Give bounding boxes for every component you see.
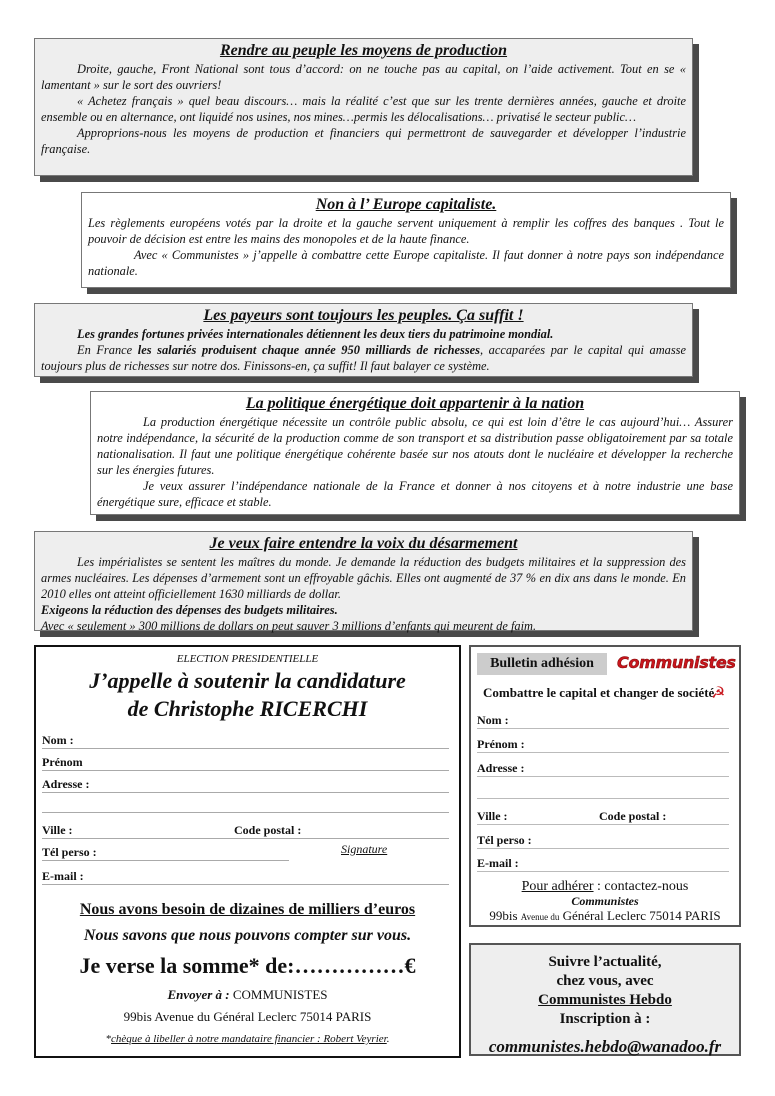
ville-label: Ville : xyxy=(42,823,73,837)
addr-part: Général Leclerc 75014 PARIS xyxy=(559,908,721,923)
prenom-field[interactable] xyxy=(42,755,449,771)
prenom-label: Prénom xyxy=(42,755,83,769)
form-title-line1: J’appelle à soutenir la candidature xyxy=(89,668,406,693)
code-postal-label: Code postal : xyxy=(234,823,302,837)
communistes-logo: Communistes xyxy=(617,653,736,672)
membership-ville-field[interactable] xyxy=(477,809,729,825)
section-title: La politique énergétique doit appartenir à la nation xyxy=(245,395,585,412)
paragraph: Avec « seulement » 300 millions de dollars on peut sauver 3 millions d’enfants qui meurent de faim. xyxy=(41,619,537,633)
hammer-sickle-icon: ☭ xyxy=(711,685,726,702)
newsletter-box xyxy=(469,943,741,1056)
paragraph: Les impérialistes se sentent les maîtres du monde. Je demande la réduction des budgets militaires et la suppression des armes nucléaires. Les dépenses d’armement sont un effroyable gâchis. Elles ont augmenté de 37 % en dix ans dans le monde. En 2010 elles ont atteint officiellement 1630 milliards de dollar. xyxy=(41,555,686,601)
code-postal-label: Code postal : xyxy=(599,809,667,823)
nom-label: Nom : xyxy=(42,733,74,747)
text-bold: les salariés produisent chaque année 950 milliards de richesses xyxy=(137,343,480,357)
newsletter-line: chez vous, avec xyxy=(556,973,654,989)
section-desarmement xyxy=(34,531,693,631)
tel-label: Tél perso : xyxy=(42,845,97,859)
paragraph: Les règlements européens votés par la droite et la gauche servent uniquement à remplir les coffres des banques . Tout le pouvoir de décision est entre les mains des monopoles et de la haute finance. xyxy=(88,216,724,246)
addr-part-small: Avenue du xyxy=(520,912,560,922)
prenom-label: Prénom : xyxy=(477,737,525,751)
paragraph: Exigeons la réduction des dépenses des budgets militaires. xyxy=(41,603,338,617)
email-field[interactable] xyxy=(42,869,449,885)
donation-amount-line[interactable]: Je verse la somme* de:……………€ xyxy=(79,953,416,978)
adresse-field[interactable] xyxy=(42,777,449,793)
newsletter-email-link[interactable]: communistes.hebdo@wanadoo.fr xyxy=(488,1037,722,1056)
section-title: Non à l’ Europe capitaliste. xyxy=(315,196,497,213)
adresse-field-2[interactable] xyxy=(42,797,449,813)
text: , accaparées par le capital qui amasse toujours plus de richesses sur notre dos. Finissons-en, ça suffit! Il faut balayer ce système. xyxy=(41,343,686,373)
membership-adresse-field-2[interactable] xyxy=(477,783,729,799)
email-label: E-mail : xyxy=(477,856,519,870)
ville-field[interactable] xyxy=(42,823,449,839)
section-title: Je veux faire entendre la voix du désarmement xyxy=(209,535,518,552)
paragraph: Je veux assurer l’indépendance nationale de la France et donner à nos citoyens et à notre industrie une base énergétique sure, efficace et stable. xyxy=(97,479,733,509)
email-label: E-mail : xyxy=(42,869,84,883)
send-to-label: Envoyer à : xyxy=(167,987,230,1002)
paragraph: « Achetez français » quel beau discours… mais la réalité c’est que sur les trente dernières années, gauche et droite ensemble ou en alternance, ont liquidé nos usines, nos mines…permis les délocalisations… privatisé le secteur public… xyxy=(41,94,686,124)
section-energie xyxy=(90,391,740,515)
newsletter-line: Suivre l’actualité, xyxy=(548,954,662,970)
adresse-label: Adresse : xyxy=(477,761,525,775)
membership-prenom-field[interactable] xyxy=(477,737,729,753)
tel-field[interactable] xyxy=(42,845,289,861)
text: En France xyxy=(77,343,138,357)
section-title: Rendre au peuple les moyens de production xyxy=(219,42,508,59)
membership-header: Bulletin adhésion xyxy=(477,653,607,675)
paragraph xyxy=(41,342,686,374)
election-form xyxy=(34,645,461,1058)
org-address xyxy=(471,908,739,924)
paragraph: Approprions-nous les moyens de production et financiers qui permettront de sauvegarder et développer l’industrie française. xyxy=(41,126,686,156)
membership-email-field[interactable] xyxy=(477,856,729,872)
nom-label: Nom : xyxy=(477,713,509,727)
funding-heading: Nous avons besoin de dizaines de milliers d’euros xyxy=(79,901,416,918)
join-contact: : contactez-nous xyxy=(593,879,689,894)
org-name: Communistes xyxy=(571,894,639,908)
form-title-line2: de Christophe RICERCHI xyxy=(127,696,368,721)
funding-subheading: Nous savons que nous pouvons compter sur vous. xyxy=(83,927,412,944)
membership-subtitle: Combattre le capital et changer de société xyxy=(483,685,715,700)
paragraph: Avec « Communistes » j’appelle à combattre cette Europe capitaliste. Il faut donner à notre pays son indépendance nationale. xyxy=(88,248,724,278)
membership-tel-field[interactable] xyxy=(477,833,729,849)
newsletter-name: Communistes Hebdo xyxy=(538,992,672,1008)
section-title: Les payeurs sont toujours les peuples. Ça suffit ! xyxy=(203,307,524,324)
join-info xyxy=(471,879,739,895)
membership-form xyxy=(469,645,741,927)
membership-adresse-field[interactable] xyxy=(477,761,729,777)
join-label: Pour adhérer xyxy=(521,879,594,894)
newsletter-line: Inscription à : xyxy=(559,1011,651,1027)
signature-label: Signature xyxy=(341,842,388,856)
paragraph: La production énergétique nécessite un contrôle public absolu, ce qui est loin d’être le cas aujourd’hui… Assurer notre indépendance, la sécurité de la production comme de son transport et sa distribution passe obligatoirement par sa totale nationalisation. Il faut une politique énergétique cohérente basée sur nos atouts dont le nucléaire et développer la recherche sur les énergies futures. xyxy=(97,415,733,477)
membership-nom-field[interactable] xyxy=(477,713,729,729)
send-to xyxy=(36,987,459,1003)
paragraph: Droite, gauche, Front National sont tous d’accord: on ne touche pas au capital, on l’aide activement. Tout en se « lamentant » sur le sort des ouvriers! xyxy=(41,62,686,92)
send-to-name: COMMUNISTES xyxy=(229,987,328,1002)
form-header: ELECTION PRESIDENTIELLE xyxy=(176,653,319,665)
cheque-note: *chèque à libeller à notre mandataire financier : Robert Veyrier. xyxy=(105,1033,390,1045)
nom-field[interactable] xyxy=(42,733,449,749)
ville-label: Ville : xyxy=(477,809,508,823)
cheque-text: chèque à libeller à notre mandataire financier : Robert Veyrier xyxy=(111,1033,387,1045)
postal-address: 99bis Avenue du Général Leclerc 75014 PARIS xyxy=(123,1009,372,1024)
addr-part: 99bis xyxy=(489,908,521,923)
tel-label: Tél perso : xyxy=(477,833,532,847)
section-payeurs xyxy=(34,303,693,377)
section-production xyxy=(34,38,693,176)
section-europe xyxy=(81,192,731,288)
paragraph: Les grandes fortunes privées internationales détiennent les deux tiers du patrimoine mondial. xyxy=(77,327,554,341)
adresse-label: Adresse : xyxy=(42,777,90,791)
